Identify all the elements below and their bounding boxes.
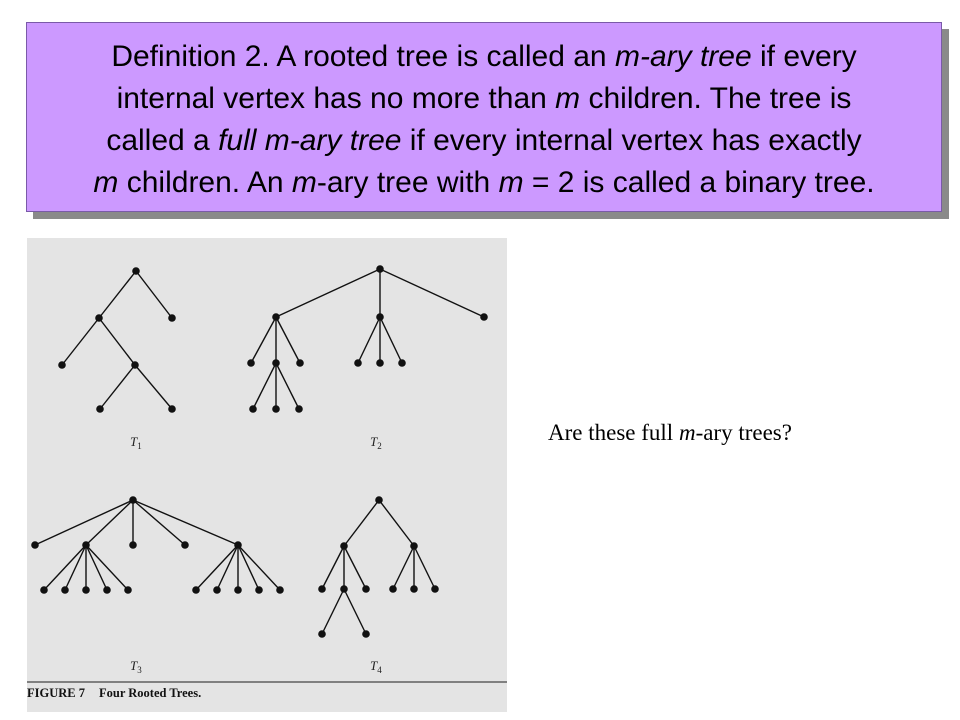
question-part: Are these full bbox=[548, 420, 679, 445]
definition-text: = 2 is called a binary tree. bbox=[523, 166, 875, 199]
definition-text: if every internal vertex has exactly bbox=[401, 124, 862, 157]
definition-variable: m bbox=[291, 166, 317, 199]
rooted-trees-figure bbox=[27, 238, 507, 712]
definition-text: children. An bbox=[118, 166, 292, 199]
figure-caption bbox=[27, 686, 201, 700]
definition-text: Definition 2. A rooted tree is called an bbox=[111, 40, 615, 73]
definition-line-4 bbox=[27, 162, 941, 204]
definition-term: m-ary tree bbox=[614, 40, 752, 73]
tree-label-t3: $T_3$ bbox=[130, 658, 142, 675]
definition-line-3 bbox=[27, 120, 941, 162]
caption-title: Four Rooted Trees. bbox=[99, 686, 202, 700]
trees-drawing bbox=[27, 238, 507, 712]
definition-text: called a bbox=[106, 124, 219, 157]
definition-variable: m bbox=[555, 82, 581, 115]
definition-line-1 bbox=[27, 36, 941, 78]
definition-variable: m bbox=[93, 166, 119, 199]
definition-variable: m bbox=[498, 166, 524, 199]
definition-text: children. The tree is bbox=[580, 82, 852, 115]
tree-vertices bbox=[31, 265, 488, 638]
definition-text: -ary tree with bbox=[316, 166, 499, 199]
definition-text: if every bbox=[751, 40, 857, 73]
definition-box bbox=[26, 22, 942, 212]
caption-number: FIGURE 7 bbox=[27, 686, 85, 700]
question-text bbox=[548, 420, 792, 446]
tree-label-t2: $T_2$ bbox=[370, 434, 382, 451]
tree-label-t1: $T_1$ bbox=[130, 434, 142, 451]
question-part: -ary trees? bbox=[695, 420, 792, 445]
question-variable: m bbox=[678, 420, 696, 445]
tree-edges bbox=[35, 269, 484, 634]
definition-term: full m-ary tree bbox=[218, 124, 402, 157]
definition-text: internal vertex has no more than bbox=[116, 82, 556, 115]
definition-line-2 bbox=[27, 78, 941, 120]
tree-label-t4: $T_4$ bbox=[370, 658, 382, 675]
